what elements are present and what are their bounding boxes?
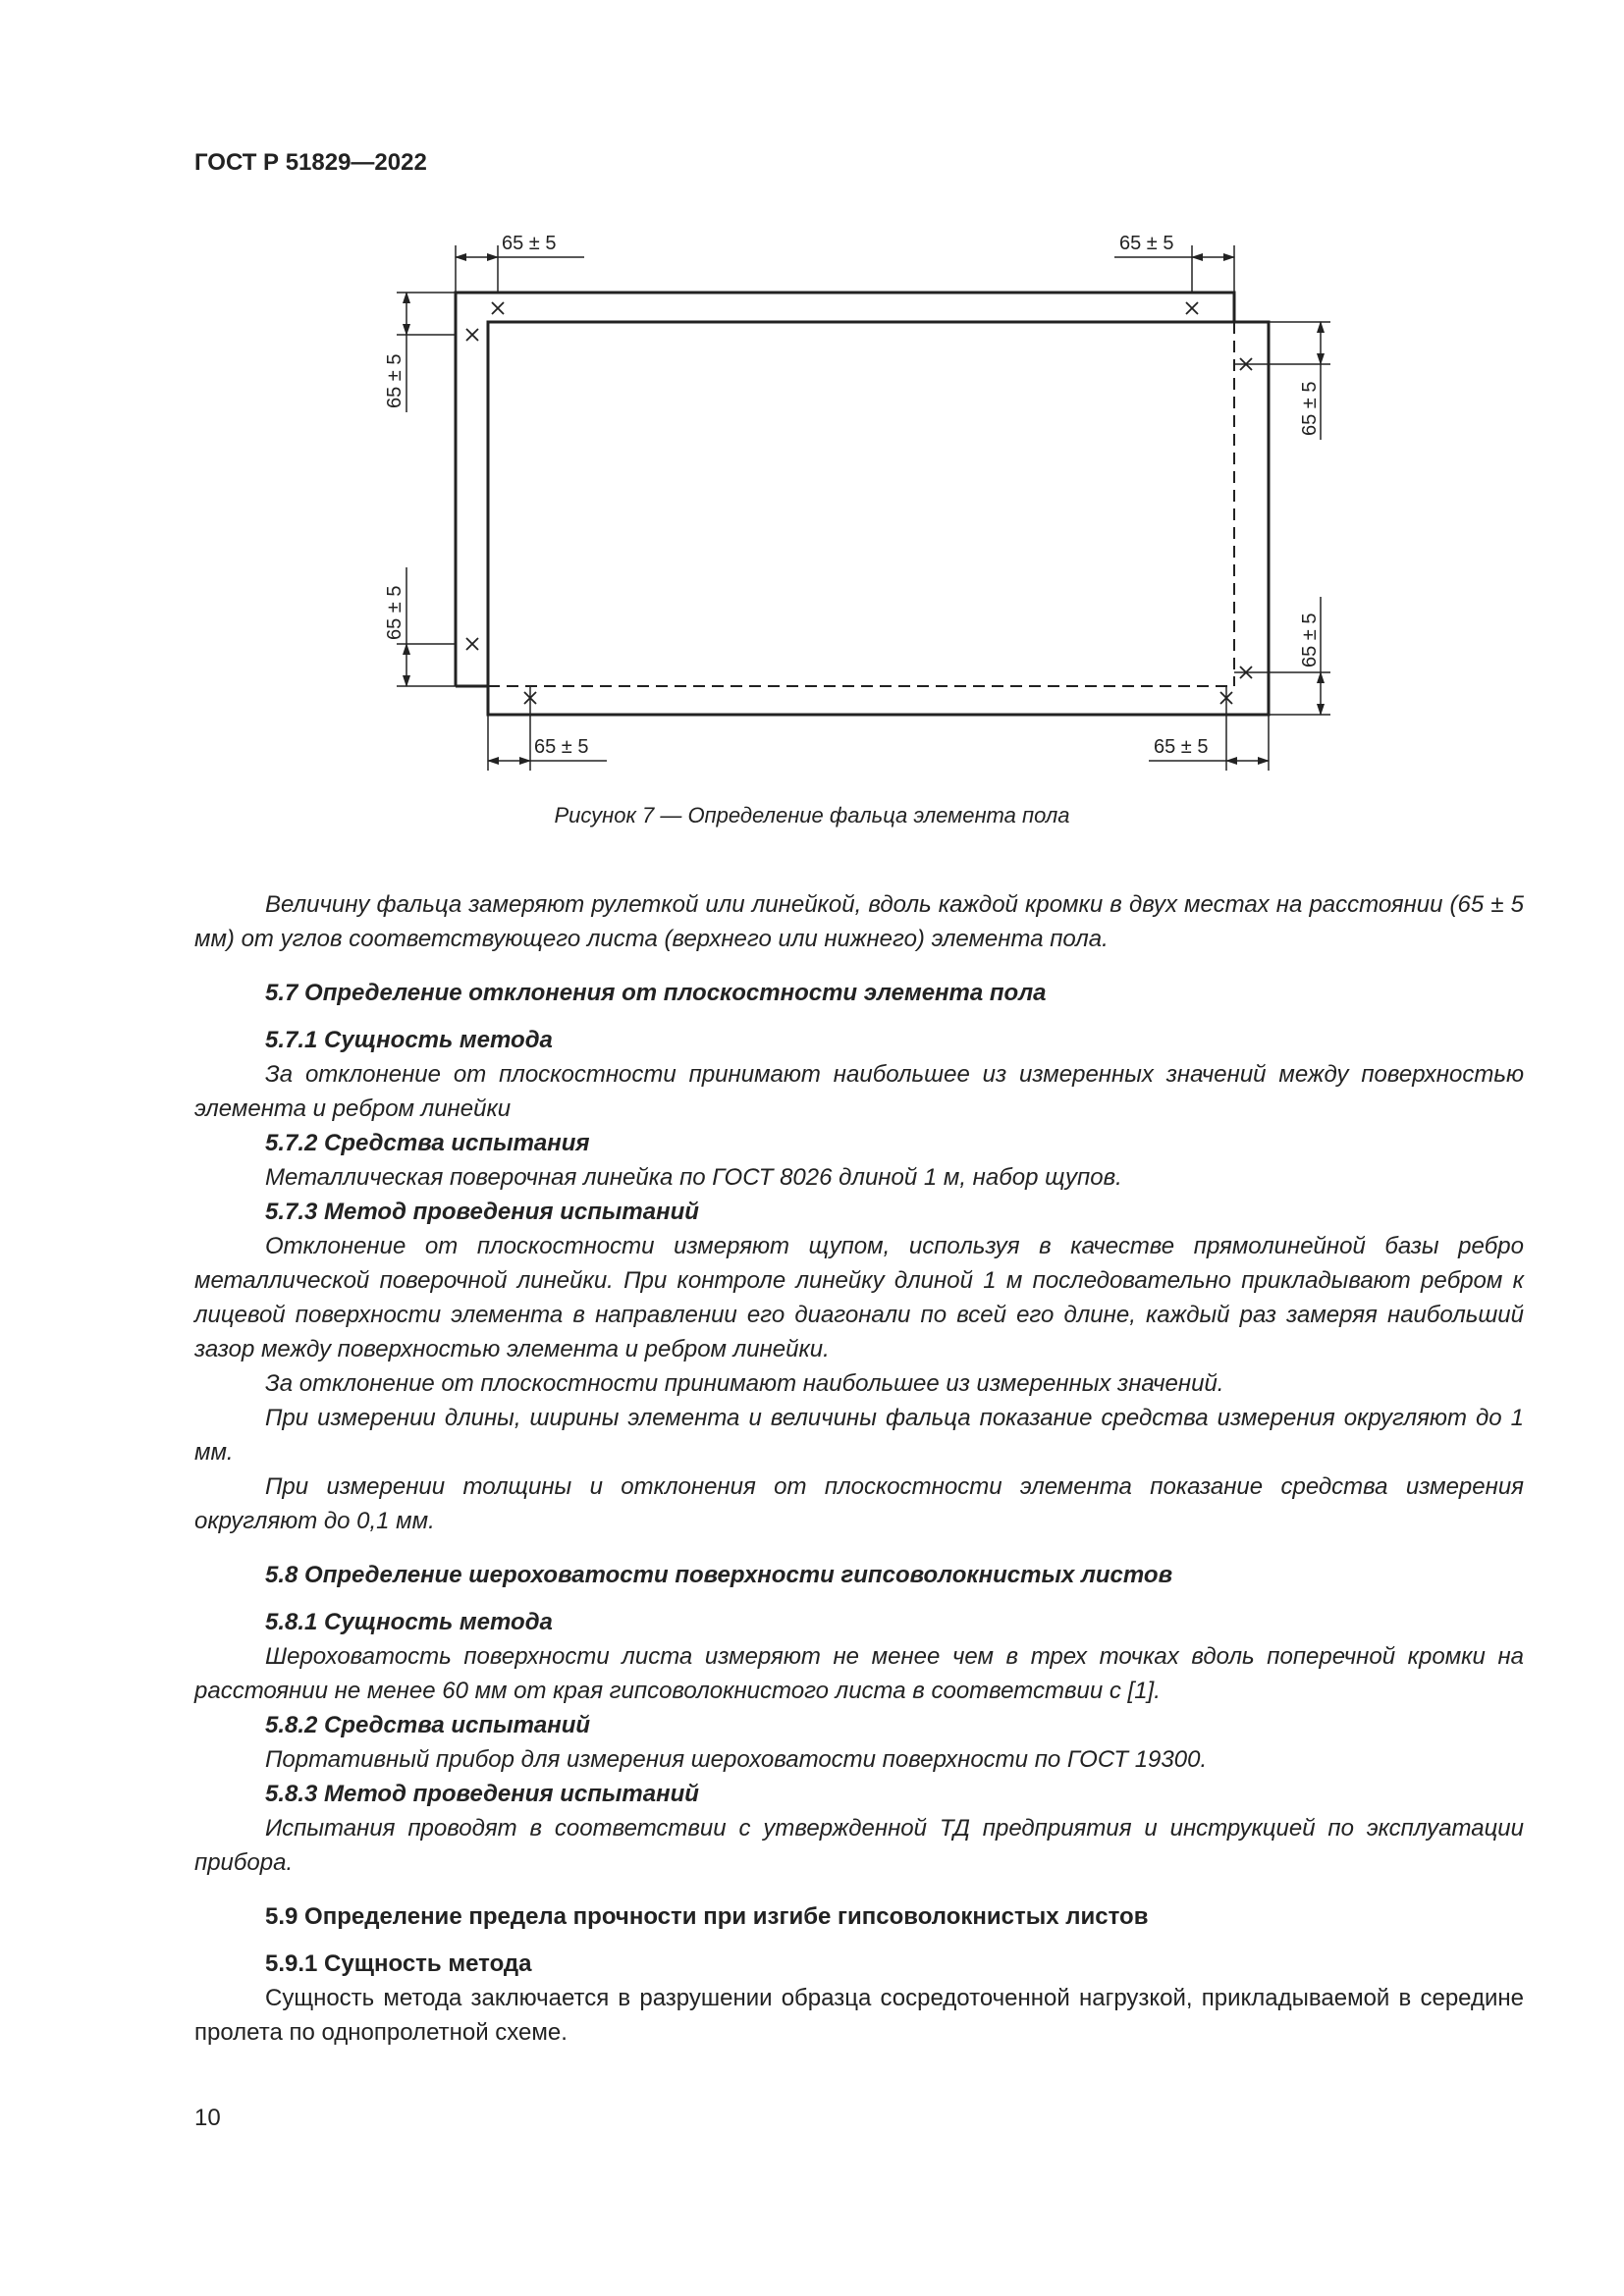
subsection-5-7-2-heading: 5.7.2 Средства испытания (265, 1130, 590, 1156)
section-5-9-heading: 5.9 Определение предела прочности при изгибе гипсоволокнистых листов (265, 1903, 1149, 1930)
paragraph-5-7-3-a: Отклонение от плоскостности измеряют щупом, используя в качестве прямолинейной базы ребро металлической поверочной линейки. При контроле линейку длиной 1 м последовательно прикладывают ребром к лицевой поверхности элемента в направлении его диагонали по всей его длине, каждый раз замеряя наибольший зазор между поверхностью элемента и ребром линейки. (194, 1233, 1524, 1362)
paragraph-5-8-1: Шероховатость поверхности листа измеряют не менее чем в трех точках вдоль поперечной кромки на расстоянии не менее 60 мм от края гипсоволокнистого листа в соответствии с [1]. (194, 1643, 1524, 1704)
subsection-5-7-3-heading: 5.7.3 Метод проведения испытаний (265, 1199, 699, 1225)
figure-caption: Рисунок 7 — Определение фальца элемента пола (554, 803, 1070, 828)
dim-label-left-top: 65 ± 5 (384, 353, 406, 408)
dim-label-top-right: 65 ± 5 (1119, 233, 1174, 254)
dim-label-left-bottom: 65 ± 5 (384, 585, 406, 640)
lower-sheet-outline (488, 322, 1269, 715)
paragraph-5-7-1: За отклонение от плоскостности принимают наибольшее из измеренных значений между поверхностью элемента и ребром линейки (194, 1061, 1524, 1122)
page-number: 10 (194, 2105, 221, 2131)
subsection-5-9-1-heading: 5.9.1 Сущность метода (265, 1950, 532, 1977)
paragraph-5-7-3-b: За отклонение от плоскостности принимают наибольшее из измеренных значений. (265, 1370, 1224, 1397)
subsection-5-8-2-heading: 5.8.2 Средства испытаний (265, 1712, 591, 1738)
upper-sheet-outline (456, 293, 1234, 686)
dim-label-bottom-left: 65 ± 5 (534, 736, 589, 758)
subsection-5-8-1-heading: 5.8.1 Сущность метода (265, 1609, 553, 1635)
subsection-5-8-3-heading: 5.8.3 Метод проведения испытаний (265, 1781, 699, 1807)
paragraph-5-7-2: Металлическая поверочная линейка по ГОСТ 8026 длиной 1 м, набор щупов. (265, 1164, 1122, 1191)
paragraph-5-7-3-d: При измерении толщины и отклонения от плоскостности элемента показание средства измерения округляют до 0,1 мм. (194, 1473, 1524, 1534)
dim-label-top-left: 65 ± 5 (502, 233, 557, 254)
document-header: ГОСТ Р 51829—2022 (194, 149, 427, 176)
subsection-5-7-1-heading: 5.7.1 Сущность метода (265, 1027, 553, 1053)
paragraph-5-9-1: Сущность метода заключается в разрушении образца сосредоточенной нагрузкой, прикладываемой в середине пролета по однопролетной схеме. (194, 1985, 1524, 2046)
dim-label-bottom-right: 65 ± 5 (1154, 736, 1209, 758)
paragraph-5-7-3-c: При измерении длины, ширины элемента и величины фальца показание средства измерения округляют до 1 мм. (194, 1405, 1524, 1466)
dim-label-right-bottom: 65 ± 5 (1299, 613, 1321, 667)
section-5-8-heading: 5.8 Определение шероховатости поверхности гипсоволокнистых листов (265, 1562, 1173, 1588)
paragraph-5-8-3: Испытания проводят в соответствии с утвержденной ТД предприятия и инструкцией по эксплуатации прибора. (194, 1815, 1524, 1876)
section-5-7-heading: 5.7 Определение отклонения от плоскостности элемента пола (265, 980, 1047, 1006)
dim-label-right-top: 65 ± 5 (1299, 381, 1321, 436)
figure-7-diagram (373, 216, 1355, 810)
paragraph-intro: Величину фальца замеряют рулеткой или линейкой, вдоль каждой кромки в двух местах на расстоянии (65 ± 5 мм) от углов соответствующего листа (верхнего или нижнего) элемента пола. (194, 891, 1524, 952)
document-body (194, 887, 1524, 2050)
paragraph-5-8-2: Портативный прибор для измерения шероховатости поверхности по ГОСТ 19300. (265, 1746, 1208, 1773)
